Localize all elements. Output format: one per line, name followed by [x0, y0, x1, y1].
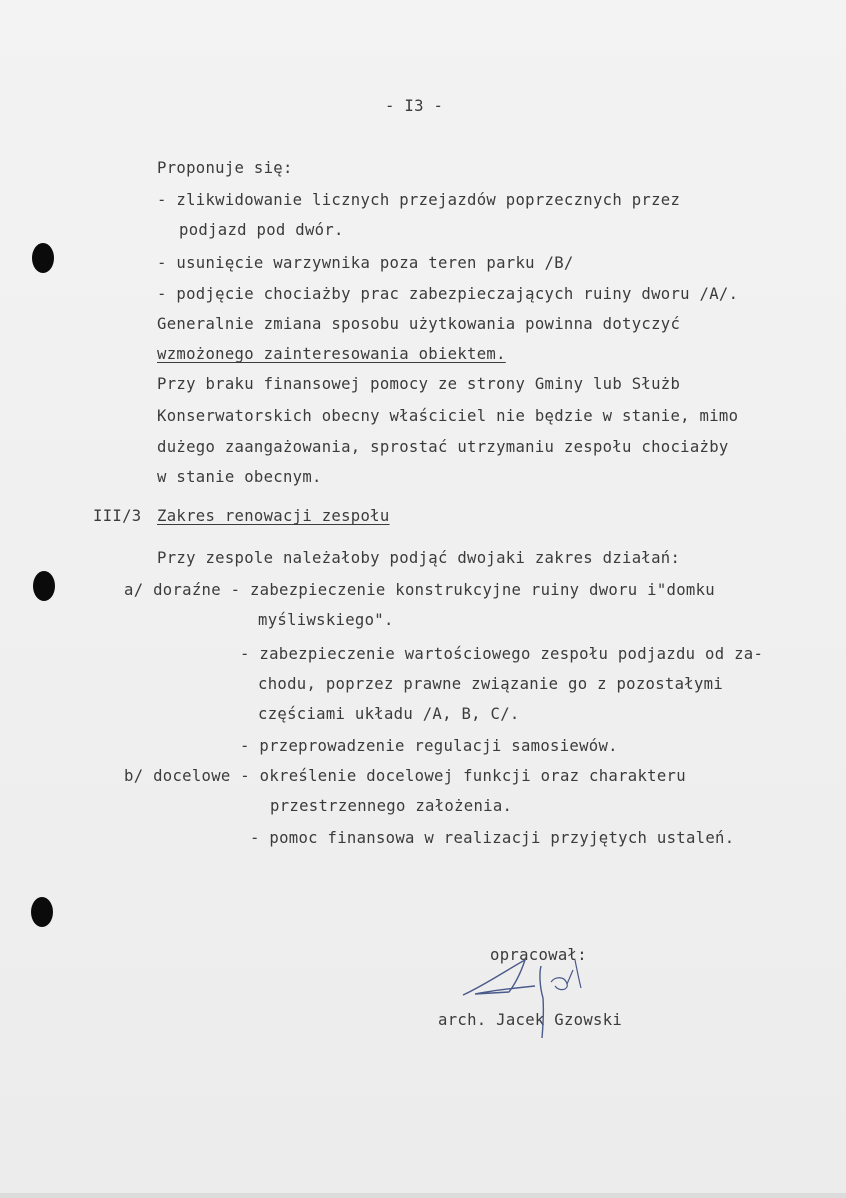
section-line: a/ doraźne - zabezpieczenie konstrukcyjne ruiny dworu i"domku — [124, 581, 715, 599]
section-line: - przeprowadzenie regulacji samosiewów. — [240, 737, 618, 755]
body-line-underlined: wzmożonego zainteresowania obiektem. — [157, 345, 506, 363]
body-line: Generalnie zmiana sposobu użytkowania powinna dotyczyć — [157, 315, 681, 333]
body-line: - usunięcie warzywnika poza teren parku /B/ — [157, 254, 574, 272]
page-number: - I3 - — [385, 97, 444, 115]
section-line: przestrzennego założenia. — [270, 797, 513, 815]
section-line: myśliwskiego". — [258, 611, 394, 629]
body-line: Przy braku finansowej pomocy ze strony Gminy lub Służb — [157, 375, 681, 393]
signature-label: opracował: — [490, 946, 587, 964]
body-line: dużego zaangażowania, sprostać utrzymaniu zespołu chociażby — [157, 438, 729, 456]
section-line: - zabezpieczenie wartościowego zespołu podjazdu od za- — [240, 645, 764, 663]
signature-name: arch. Jacek Gzowski — [438, 1011, 623, 1029]
body-line: Proponuje się: — [157, 159, 293, 177]
punch-hole — [33, 571, 55, 601]
handwritten-signature — [455, 940, 605, 1045]
punch-hole — [31, 897, 53, 927]
body-line: podjazd pod dwór. — [179, 221, 344, 239]
page-edge — [0, 1193, 846, 1198]
body-line: Konserwatorskich obecny właściciel nie będzie w stanie, mimo — [157, 407, 739, 425]
punch-hole — [32, 243, 54, 273]
section-line: częściami układu /A, B, C/. — [258, 705, 520, 723]
body-line: - zlikwidowanie licznych przejazdów poprzecznych przez — [157, 191, 681, 209]
section-line: Przy zespole należałoby podjąć dwojaki zakres działań: — [157, 549, 681, 567]
section-line: - pomoc finansowa w realizacji przyjętych ustaleń. — [250, 829, 735, 847]
section-title: Zakres renowacji zespołu — [157, 507, 390, 525]
section-line: b/ docelowe - określenie docelowej funkcji oraz charakteru — [124, 767, 686, 785]
section-number: III/3 — [93, 507, 142, 525]
body-line: - podjęcie chociażby prac zabezpieczających ruiny dworu /A/. — [157, 285, 739, 303]
section-line: chodu, poprzez prawne związanie go z pozostałymi — [258, 675, 724, 693]
body-line: w stanie obecnym. — [157, 468, 322, 486]
